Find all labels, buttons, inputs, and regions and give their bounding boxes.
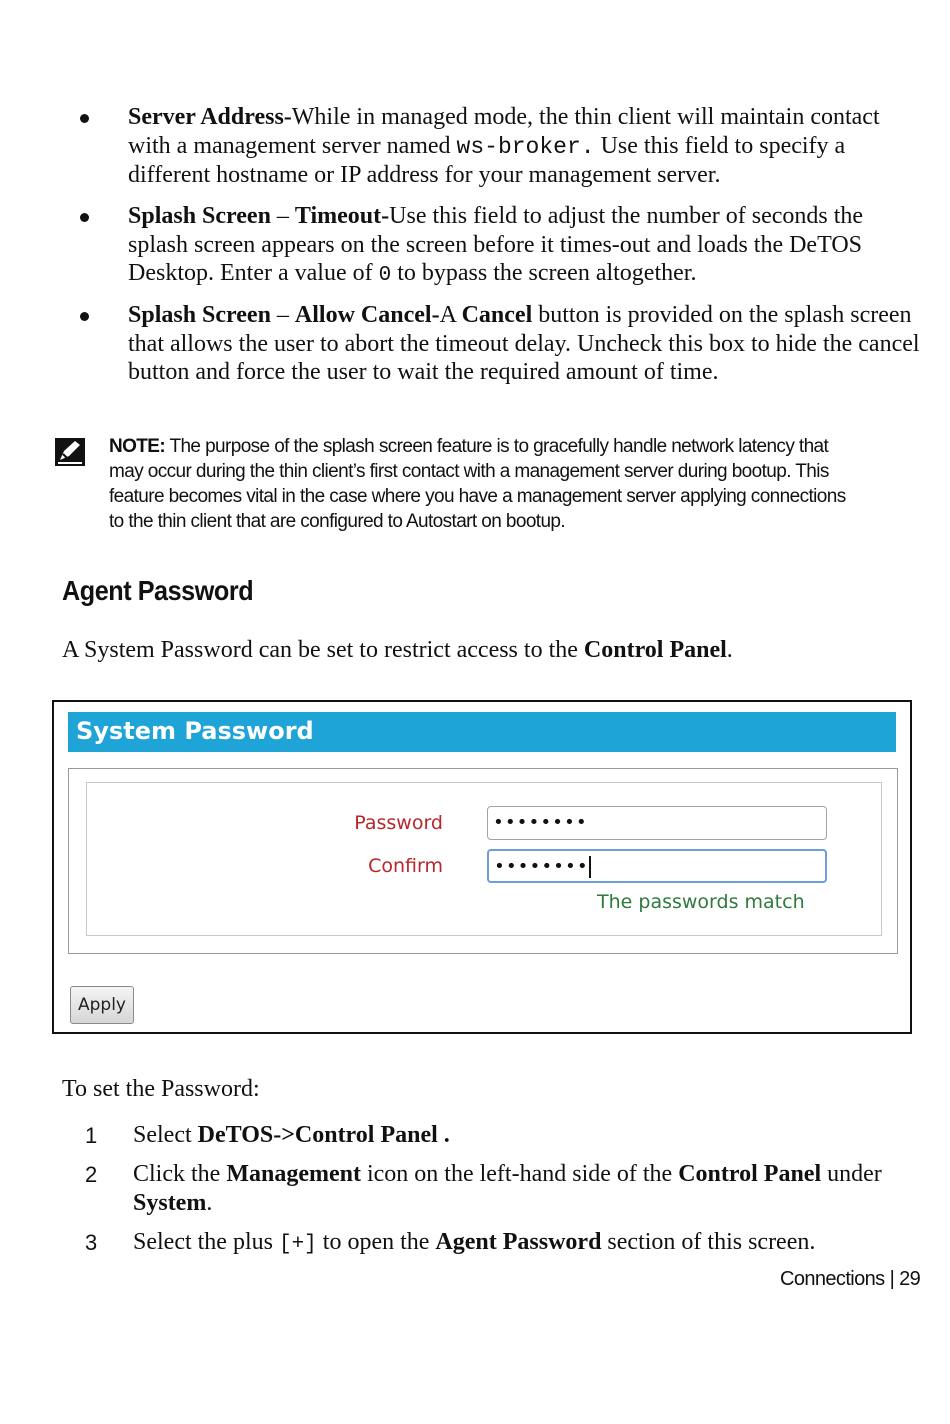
confirm-label: Confirm (368, 855, 443, 877)
step-text: to open the (316, 1229, 436, 1255)
step-number: 2 (85, 1162, 98, 1187)
bullet-label: Splash Screen (128, 302, 271, 328)
password-label: Password (354, 812, 443, 834)
pencil-note-icon (55, 438, 85, 466)
confirm-field[interactable] (487, 849, 827, 883)
bullet-text: Use this field to adjust the number of seconds the splash screen appears on the screen before it times-out and loads the DeTOS Desktop. Enter a value of (128, 203, 864, 286)
step-text: section of this screen. (601, 1229, 816, 1255)
bullet-label: Server Address- (128, 104, 292, 130)
step-bold: . (443, 1122, 450, 1148)
step-bold: Management (226, 1161, 361, 1187)
bullet-dot (80, 114, 89, 123)
footer-separator: | (889, 1268, 895, 1290)
step-text: . (206, 1189, 213, 1216)
step-bold: DeTOS->Control Panel (197, 1122, 438, 1148)
step-1 (133, 1121, 913, 1150)
bullet-label: Splash Screen (128, 203, 271, 229)
text-caret (589, 856, 591, 878)
step-text: Select (133, 1122, 198, 1148)
step-text: Select the plus (133, 1229, 279, 1255)
intro-text: A System Password can be set to restrict access to the (62, 637, 584, 663)
step-bold: Agent Password (435, 1229, 602, 1255)
inline-code: [+] (278, 1233, 317, 1256)
bullet-dot (80, 213, 89, 222)
password-form-frame (68, 768, 898, 954)
bullet-text: While in managed mode, the thin client will maintain contact with a management server named (128, 104, 880, 159)
step-number: 3 (85, 1230, 98, 1255)
step-2 (133, 1160, 913, 1217)
system-password-screenshot (52, 700, 912, 1034)
inline-code: 0 (378, 264, 392, 287)
inline-code: ws-broker. (456, 133, 595, 160)
note-text (109, 434, 849, 534)
bullet-splash-timeout (128, 202, 928, 291)
password-form (86, 782, 882, 936)
password-field[interactable] (487, 806, 827, 840)
step-text: under (821, 1161, 882, 1187)
bullet-splash-allow-cancel (128, 301, 928, 387)
bullet-dot (80, 312, 89, 321)
bullet-text: A (439, 302, 462, 328)
step-text: Click the (133, 1161, 227, 1187)
step-3 (133, 1228, 913, 1260)
page-number: 29 (899, 1268, 921, 1290)
note-body: The purpose of the splash screen feature is to gracefully handle network latency that may occur during the thin client’s first contact with a management server during bootup. This feature becomes vital in the case where you have a management server applying connections to the thin client that are configured to Autostart on bootup. (109, 436, 846, 532)
panel-title: System Password (68, 712, 896, 752)
page-footer (780, 1268, 920, 1291)
step-number: 1 (85, 1123, 98, 1148)
bullet-text: to bypass the screen altogether. (391, 260, 697, 286)
apply-button[interactable]: Apply (70, 986, 134, 1024)
instructions-intro: To set the Password: (62, 1076, 260, 1102)
bullet-label: Allow Cancel- (294, 302, 440, 328)
note-label: NOTE: (109, 436, 166, 457)
intro-bold: Control Panel (583, 637, 727, 663)
bullet-server-address (128, 103, 928, 190)
passwords-match-message: The passwords match (597, 891, 805, 913)
bullet-text: button is provided on the splash screen that allows the user to abort the timeout delay. Uncheck this box to hide the cancel button and force the user to wait the required amount of time. (128, 302, 920, 385)
bullet-bold: Cancel (461, 302, 533, 328)
bullet-dash: – (270, 302, 295, 328)
bullet-text: Use this field to specify a different hostname or IP address for your management server. (128, 132, 846, 188)
step-bold: Control Panel (678, 1161, 822, 1187)
footer-section: Connections (780, 1268, 885, 1290)
step-bold: System (133, 1189, 207, 1216)
intro-text: . (726, 637, 733, 663)
password-value: •••••••• (493, 812, 588, 833)
bullet-dash: – (270, 203, 295, 229)
section-heading: Agent Password (62, 575, 254, 606)
confirm-value: •••••••• (494, 856, 589, 877)
bullet-label: Timeout- (294, 203, 390, 229)
section-intro (62, 636, 922, 665)
step-text: icon on the left-hand side of the (360, 1161, 679, 1187)
